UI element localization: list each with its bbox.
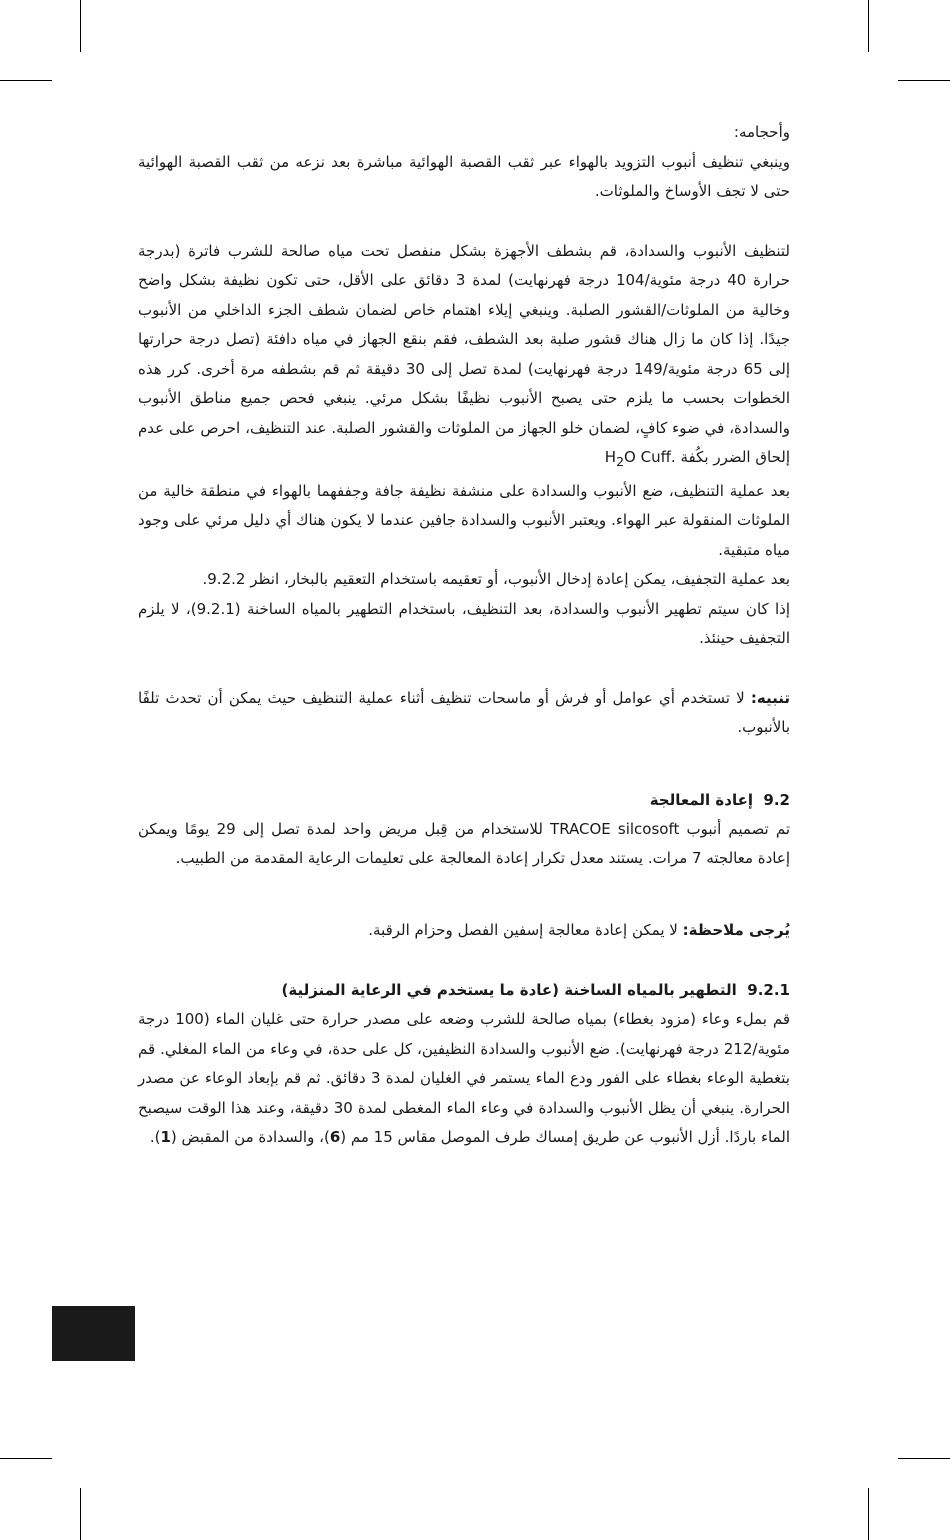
section-heading-9-2-1: [138, 975, 790, 1005]
ref-6: 6: [329, 1128, 341, 1146]
crop-mark-left-bottom: [0, 1458, 52, 1459]
hot-water-text: قم بملء وعاء (مزود بغطاء) بمياه صالحة للشرب وضعه على مصدر حرارة حتى غليان الماء (100 درجة مئوية/212 درجة فهرنهايت). ضع الأنبوب والسدادة النظيفين، كل على حدة، في وعاء من الماء المغلي. قم بتغطية الوعاء بغطاء على الفور ودع الماء يستمر في الغليان لمدة 3 دقائق. ثم قم بإبعاد الوعاء عن مصدر الحرارة. ينبغي أن يظل الأنبوب والسدادة في وعاء الماء المغطى لمدة 30 دقيقة، وعند هذا الوقت سيصبح الماء باردًا. أزل الأنبوب عن طريق إمساك طرف الموصل مقاس: [138, 1010, 790, 1146]
hot-water-last-a: 15 مم (: [340, 1128, 393, 1146]
paragraph-reprocessing: تم تصميم أنبوب TRACOE silcosoft للاستخدام من قِبل مريض واحد لمدة تصل إلى 29 يومًا ويمكن إعادة معالجته 7 مرات. يستند معدل تكرار إعادة المعالجة على تعليمات الرعاية المقدمة من الطبيب.: [138, 819, 790, 867]
crop-mark-bottom-left: [80, 1488, 81, 1540]
hot-water-last-e: ).: [149, 1128, 161, 1146]
section-title: إعادة المعالجة: [649, 790, 753, 809]
note-label: يُرجى ملاحظة:: [682, 920, 790, 939]
subsection-number: 9.2.1: [747, 981, 790, 999]
paragraph-after-drying: بعد عملية التجفيف، يمكن إعادة إدخال الأنبوب، أو تعقيمه باستخدام التعقيم بالبخار، انظر 9.2.2.: [202, 570, 790, 588]
crop-mark-right-bottom: [898, 1458, 950, 1459]
paragraph-tube-cleaning: وينبغي تنظيف أنبوب التزويد بالهواء عبر ثقب القصبة الهوائية مباشرة بعد نزعه من ثقب القصبة الهوائية حتى لا تجف الأوساخ والملوثات.: [138, 152, 790, 200]
h2o-cuff-brand: [604, 448, 676, 469]
crop-mark-right-top: [898, 80, 950, 81]
caution-label: تنبيه:: [750, 688, 790, 707]
cleaning-procedure-text: لتنظيف الأنبوب والسدادة، قم بشطف الأجهزة بشكل منفصل تحت مياه صالحة للشرب فاترة (بدرجة حرارة 40 درجة مئوية/104 درجة فهرنهايت) لمدة 3 دقائق على الأقل، حتى تكون نظيفة بشكل واضح وخالية من الملوثات/القشور الصلبة. وينبغي إيلاء اهتمام خاص لضمان شطف الجزء الداخلي من الأنبوب جيدًا. إذا كان ما زال هناك قشور صلبة بعد الشطف، فقم بنقع الجهاز في مياه دافئة (تصل درجة حرارتها إلى 65 درجة مئوية/149 درجة فهرنهايت) لمدة تصل إلى 30 دقيقة ثم قم بشطفه مرة أخرى. كرر هذه الخطوات بحسب ما يلزم حتى يصبح الأنبوب نظيفًا بشكل مرئي. ينبغي فحص جميع مناطق الأنبوب والسدادة، في ضوء كافٍ، لضمان خلو الجهاز من الملوثات والقشور الصلبة.: [138, 241, 791, 437]
crop-mark-top-left: [80, 0, 81, 52]
crop-mark-bottom-right: [868, 1488, 869, 1540]
paragraph-disinfection: إذا كان سيتم تطهير الأنبوب والسدادة، بعد التنظيف، باستخدام التطهير بالمياه الساخنة (9.2.1)، لا يلزم التجفيف حينئذ.: [138, 599, 790, 647]
paragraph-cleaning-procedure: [138, 237, 790, 477]
cleaning-cuff-warning: عند التنظيف، احرص على عدم إلحاق الضرر بكُفة: [138, 418, 790, 466]
paragraph-hot-water-disinfection: [138, 1005, 790, 1153]
caution-text: لا تستخدم أي عوامل أو فرش أو ماسحات تنظيف أثناء عملية التنظيف حيث يمكن أن تحدث تلفًا بالأنبوب.: [138, 688, 790, 736]
crop-mark-left-top: [0, 80, 52, 81]
h2o-subscript: 2: [616, 454, 625, 469]
caution-paragraph: [138, 684, 790, 743]
paragraph-drying: بعد عملية التنظيف، ضع الأنبوب والسدادة على منشفة نظيفة جافة وجففهما بالهواء في منطقة خالية من الملوثات المنقولة عبر الهواء. ويعتبر الأنبوب والسدادة جافين عندما لا يكون هناك أي دليل مرئي على وجود مياه متبقية.: [138, 481, 790, 559]
subsection-title: التطهير بالمياه الساخنة (عادة ما يستخدم في الرعاية المنزلية): [281, 981, 737, 999]
document-body: [138, 118, 790, 1153]
note-paragraph: [138, 916, 790, 946]
crop-mark-top-right: [868, 0, 869, 52]
h2o-rest: O Cuff.: [624, 448, 676, 466]
hot-water-last-c: )، والسدادة من المقبض (: [170, 1128, 330, 1146]
section-heading-9-2: [138, 785, 790, 815]
ref-1: 1: [160, 1128, 171, 1146]
paragraph-sizes-heading: وأحجامه:: [733, 123, 790, 141]
note-text: لا يمكن إعادة معالجة إسفين الفصل وحزام الرقبة.: [368, 920, 678, 939]
chapter-tab-marker: [52, 1306, 135, 1361]
h2o-h: H: [604, 448, 617, 466]
section-number: 9.2: [763, 790, 790, 809]
